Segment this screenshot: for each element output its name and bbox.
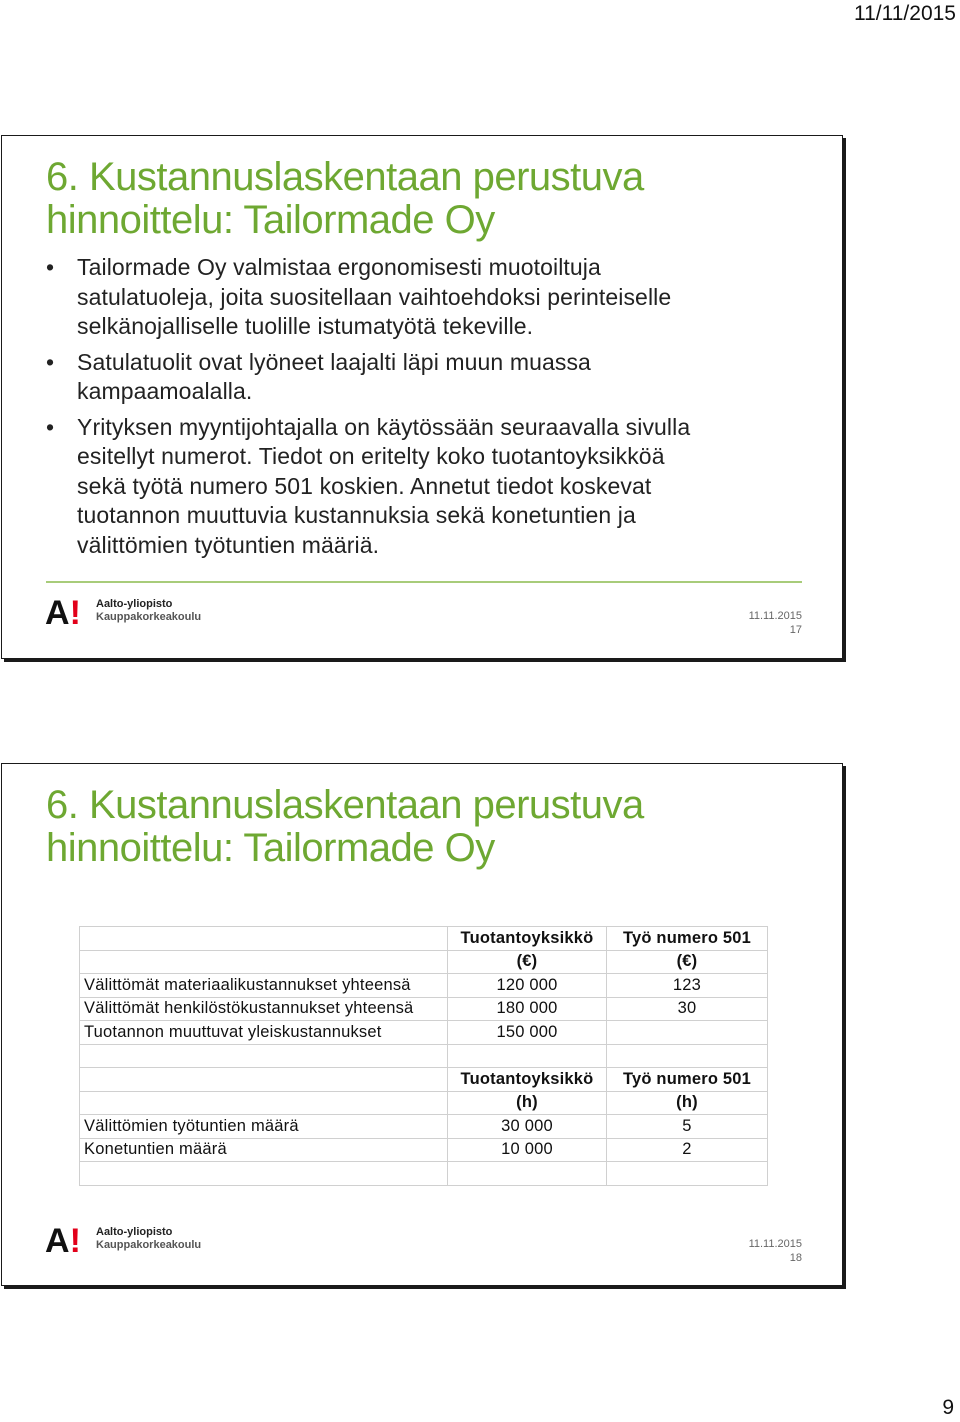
table-header-row bbox=[80, 927, 768, 951]
table-row: Välittömät materiaalikustannukset yhteensä 120 000 123 bbox=[80, 974, 768, 998]
table-row bbox=[80, 1162, 768, 1186]
column-header: Työ numero 501 bbox=[607, 1068, 768, 1092]
unit-label: (h) bbox=[607, 1091, 768, 1115]
unit-label: (€) bbox=[607, 950, 768, 974]
bullet-dot-icon: • bbox=[46, 413, 55, 440]
slide-date: 11.11.2015 bbox=[748, 610, 802, 622]
table-unit-row bbox=[80, 1091, 768, 1115]
aalto-logo-icon: A! bbox=[45, 594, 81, 632]
table-row: Tuotannon muuttuvat yleiskustannukset 150 000 bbox=[80, 1021, 768, 1045]
table-row: Konetuntien määrä 10 000 2 bbox=[80, 1138, 768, 1162]
page-number: 9 bbox=[942, 1396, 954, 1419]
logo-text: Aalto-yliopisto Kauppakorkeakoulu bbox=[96, 598, 202, 623]
aalto-logo-icon: A! bbox=[45, 1222, 81, 1260]
cost-table bbox=[79, 926, 768, 1068]
table-row bbox=[80, 1044, 768, 1068]
slide-date: 11.11.2015 bbox=[748, 1238, 802, 1250]
slide-title: 6. Kustannuslaskentaan perustuva hinnoittelu: Tailormade Oy bbox=[46, 783, 644, 870]
aalto-logo bbox=[45, 1223, 215, 1259]
unit-label: (h) bbox=[448, 1091, 607, 1115]
table-unit-row bbox=[80, 950, 768, 974]
column-header: Tuotantoyksikkö bbox=[448, 1068, 607, 1092]
table-row: Välittömien työtuntien määrä 30 000 5 bbox=[80, 1115, 768, 1139]
unit-label: (€) bbox=[448, 950, 607, 974]
bullet-item: • Satulatuolit ovat lyöneet laajalti läpi muun muassa kampaamoalalla. bbox=[46, 348, 591, 404]
hours-table bbox=[79, 1067, 768, 1186]
aalto-logo bbox=[45, 595, 215, 631]
bullet-list bbox=[46, 253, 806, 566]
slide-number: 18 bbox=[789, 1252, 802, 1264]
slide-17 bbox=[1, 135, 843, 659]
page-date: 11/11/2015 bbox=[854, 2, 956, 25]
table-header-row bbox=[80, 1068, 768, 1092]
bullet-item: • Tailormade Oy valmistaa ergonomisesti muotoiltuja satulatuoleja, joita suositellaan vaihtoehdoksi perinteiselle selkänojalliselle tuolille istumatyötä tekeville. bbox=[46, 254, 672, 339]
table-row: Välittömät henkilöstökustannukset yhteensä 180 000 30 bbox=[80, 997, 768, 1021]
slide-18 bbox=[1, 763, 843, 1286]
footer-divider bbox=[46, 581, 802, 583]
logo-text: Aalto-yliopisto Kauppakorkeakoulu bbox=[96, 1226, 202, 1251]
bullet-dot-icon: • bbox=[46, 348, 55, 375]
slide-title: 6. Kustannuslaskentaan perustuva hinnoittelu: Tailormade Oy bbox=[46, 155, 644, 242]
slide-number: 17 bbox=[789, 624, 802, 636]
column-header: Tuotantoyksikkö bbox=[448, 927, 607, 951]
column-header: Työ numero 501 bbox=[607, 927, 768, 951]
bullet-item: • Yrityksen myyntijohtajalla on käytössään seuraavalla sivulla esitellyt numerot. Tiedot on eritelty koko tuotantoyksikköä sekä työtä numero 501 koskien. Annetut tiedot koskevat tuotannon muuttuvia kustannuksia sekä konetuntien ja välittömien työtuntien määriä. bbox=[46, 413, 691, 558]
bullet-dot-icon: • bbox=[46, 254, 55, 280]
